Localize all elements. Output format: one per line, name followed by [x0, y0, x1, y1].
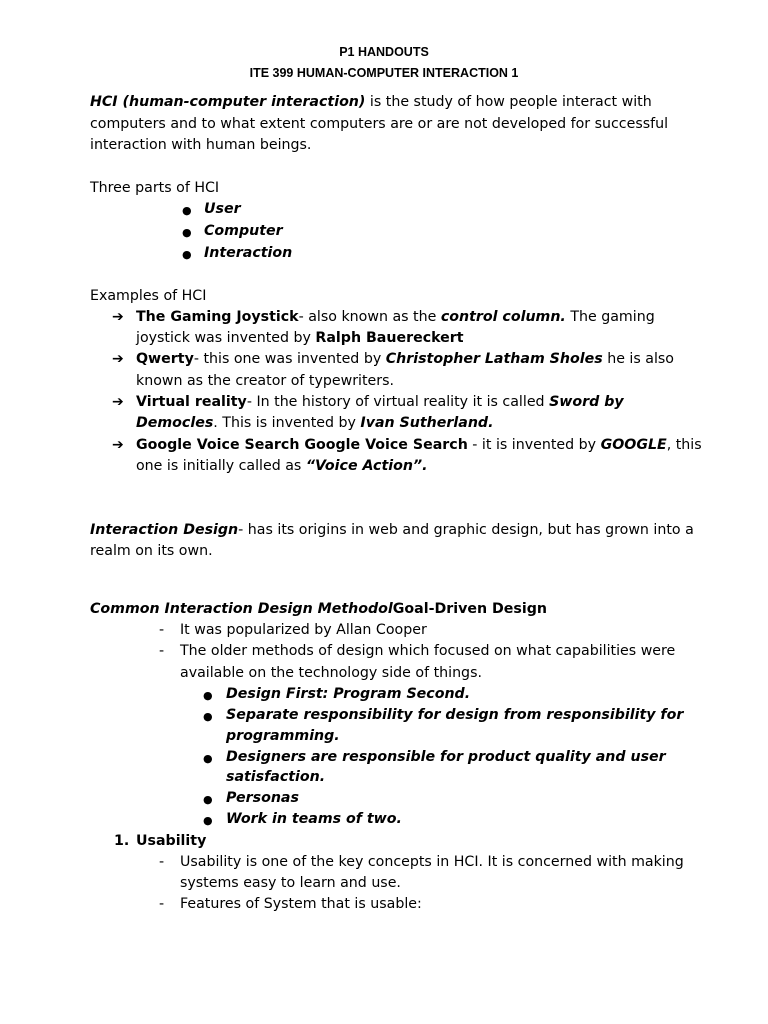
methodology-bullet: Work in teams of two. — [226, 811, 402, 827]
example-text: - it is invented by — [467, 437, 601, 453]
interaction-design-text: - has its origins in web and graphic design, but has grown into a — [238, 522, 694, 538]
methodology-bullet: Personas — [226, 790, 299, 806]
methodology-dash-item: It was popularized by Allan Cooper — [180, 622, 427, 638]
document-title: P1 HANDOUTS — [339, 45, 429, 59]
part-user: User — [204, 201, 241, 217]
example-text: joystick was invented by — [136, 330, 316, 346]
usability-number: 1. — [114, 833, 130, 849]
example-inventor: Ivan Sutherland. — [360, 415, 494, 431]
arrow-icon: ➔ — [112, 437, 124, 453]
example-voice-line-2 — [136, 458, 427, 474]
interaction-design-line-2: realm on its own. — [90, 543, 213, 559]
example-vr-line-2 — [136, 415, 493, 431]
example-vr-line-1 — [136, 394, 624, 410]
example-joystick-line-1 — [136, 309, 655, 325]
hci-term: HCI (human-computer interaction) — [90, 94, 366, 110]
usability-dash-item: Usability is one of the key concepts in HCI. It is concerned with making — [180, 854, 684, 870]
example-text: , this — [666, 437, 702, 453]
methodology-dash-item-cont: available on the technology side of things. — [180, 665, 482, 681]
part-interaction: Interaction — [204, 245, 293, 261]
usability-title: Usability — [136, 833, 207, 849]
example-text: - this one was invented by — [193, 351, 386, 367]
three-parts-heading: Three parts of HCI — [90, 180, 220, 196]
example-inventor: GOOGLE — [600, 437, 667, 453]
example-name: Qwerty — [136, 351, 194, 367]
example-text: he is also — [602, 351, 674, 367]
arrow-icon: ➔ — [112, 394, 124, 410]
bullet-icon: ● — [182, 204, 192, 217]
dash-marker: - — [159, 622, 165, 638]
part-computer: Computer — [204, 223, 283, 239]
bullet-icon: ● — [203, 689, 213, 702]
example-name: The Gaming Joystick — [136, 309, 299, 325]
example-alias: Democles — [136, 415, 214, 431]
example-alias: control column. — [440, 309, 566, 325]
dash-marker: - — [159, 854, 165, 870]
example-inventor: Ralph Bauereckert — [315, 330, 464, 346]
example-text: . This is invented by — [213, 415, 361, 431]
example-inventor: Christopher Latham Sholes — [385, 351, 603, 367]
bullet-icon: ● — [203, 752, 213, 765]
dash-marker: - — [159, 643, 165, 659]
methodology-bullet-cont: satisfaction. — [226, 769, 326, 785]
methodology-bullet: Designers are responsible for product quality and user — [226, 749, 666, 765]
course-title: ITE 399 HUMAN-COMPUTER INTERACTION 1 — [249, 66, 519, 80]
example-joystick-line-2 — [136, 330, 464, 346]
intro-line-3: interaction with human beings. — [90, 137, 312, 153]
interaction-design-term: Interaction Design — [90, 522, 239, 538]
methodology-bullet: Design First: Program Second. — [226, 686, 471, 702]
example-text: - In the history of virtual reality it is called — [246, 394, 550, 410]
bullet-icon: ● — [203, 710, 213, 723]
methodology-heading-bold: Goal-Driven Design — [392, 601, 547, 617]
methodology-heading-italic: Common Interaction Design Methodol — [90, 601, 393, 617]
bullet-icon: ● — [203, 814, 213, 827]
example-text: one is initially called as — [136, 458, 306, 474]
example-qwerty-line-2: known as the creator of typewriters. — [136, 373, 394, 389]
example-text: - also known as the — [298, 309, 441, 325]
example-voice-line-1 — [136, 437, 702, 453]
example-alias: “Voice Action”. — [305, 458, 428, 474]
dash-marker: - — [159, 896, 165, 912]
example-alias: Sword by — [549, 394, 624, 410]
examples-heading: Examples of HCI — [90, 288, 207, 304]
methodology-bullet: Separate responsibility for design from responsibility for — [226, 707, 684, 723]
methodology-dash-item: The older methods of design which focused on what capabilities were — [180, 643, 676, 659]
intro-line-1 — [90, 94, 652, 110]
arrow-icon: ➔ — [112, 309, 124, 325]
intro-text: is the study of how people interact with — [365, 94, 652, 110]
intro-line-2: computers and to what extent computers are or are not developed for successful — [90, 116, 669, 132]
arrow-icon: ➔ — [112, 351, 124, 367]
methodology-heading — [90, 601, 547, 617]
bullet-icon: ● — [182, 226, 192, 239]
methodology-bullet-cont: programming. — [226, 728, 340, 744]
interaction-design-line-1 — [90, 522, 694, 538]
bullet-icon: ● — [182, 248, 192, 261]
usability-dash-item: Features of System that is usable: — [180, 896, 422, 912]
example-name: Google Voice Search Google Voice Search — [136, 437, 468, 453]
example-text: The gaming — [565, 309, 655, 325]
example-name: Virtual reality — [136, 394, 247, 410]
example-qwerty-line-1 — [136, 351, 674, 367]
bullet-icon: ● — [203, 793, 213, 806]
usability-dash-item-cont: systems easy to learn and use. — [180, 875, 401, 891]
